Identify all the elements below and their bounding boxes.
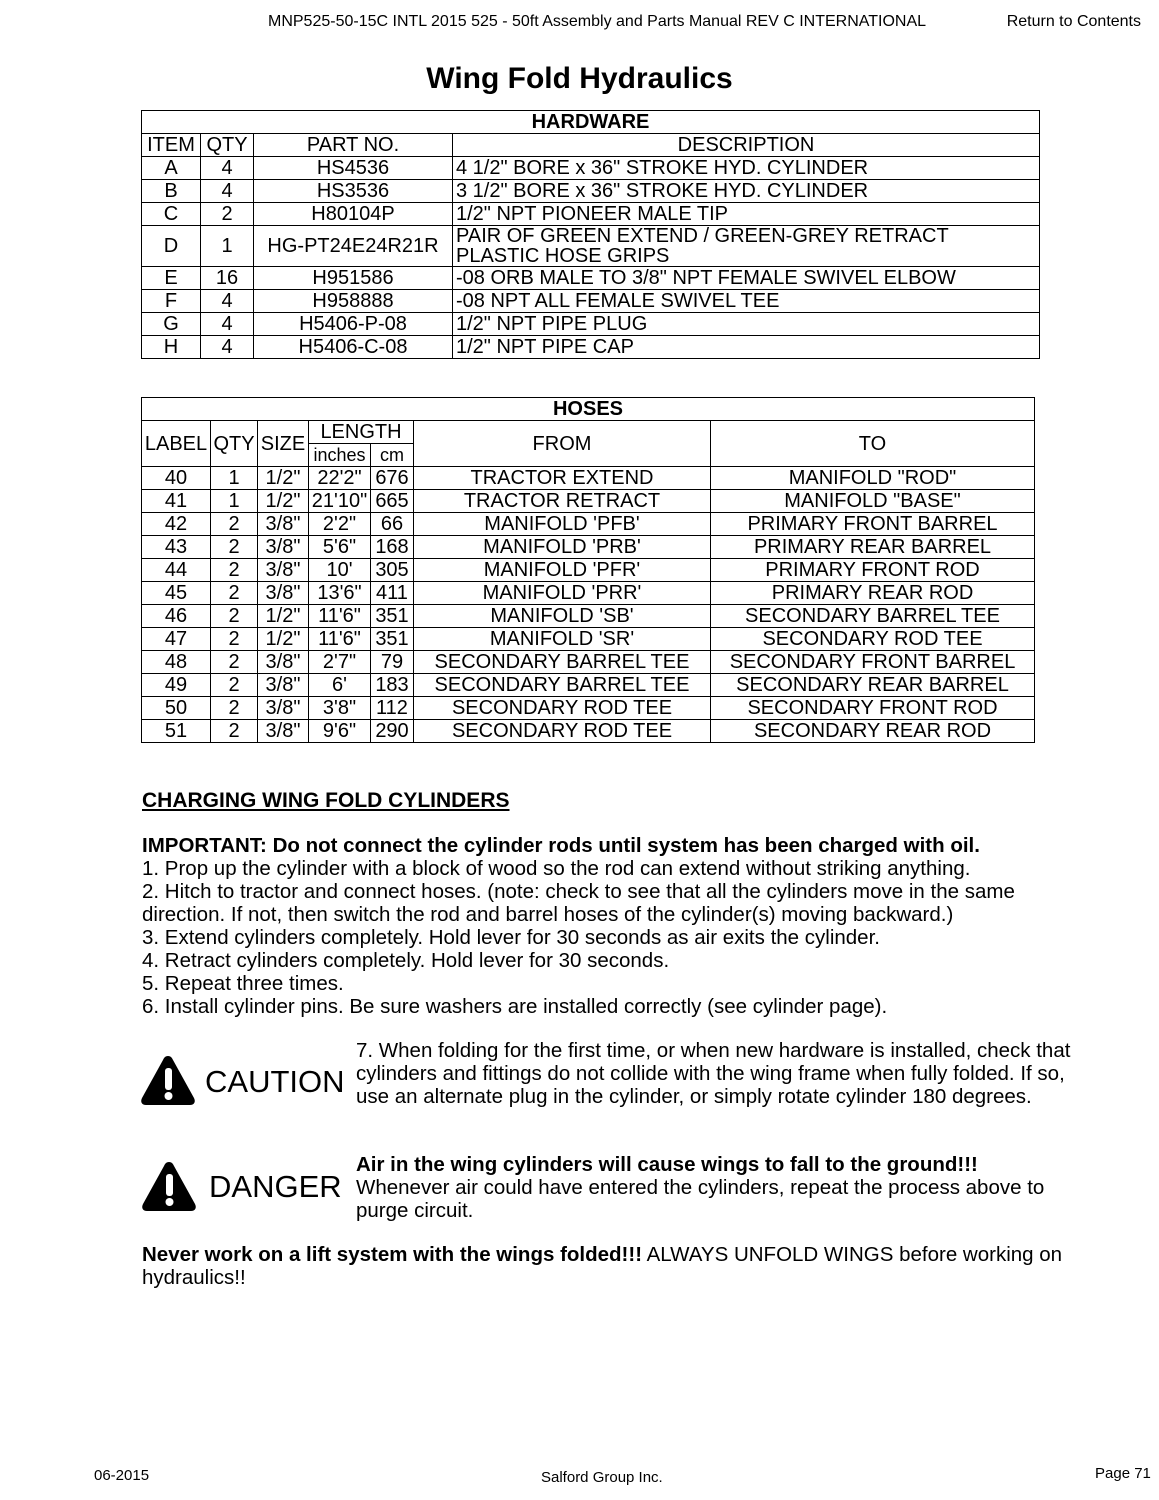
- length-inches-cell: 3'8": [309, 697, 371, 720]
- to-cell: MANIFOLD "BASE": [711, 490, 1035, 513]
- item-cell: E: [142, 267, 201, 290]
- size-cell: 3/8": [258, 559, 309, 582]
- length-inches-cell: 10': [309, 559, 371, 582]
- size-cell: 1/2": [258, 467, 309, 490]
- hardware-row: [142, 226, 1040, 267]
- length-inches-cell: 2'2": [309, 513, 371, 536]
- hardware-row: [142, 157, 1040, 180]
- size-cell: 3/8": [258, 720, 309, 743]
- from-cell: MANIFOLD 'SR': [414, 628, 711, 651]
- length-cm-cell: 411: [371, 582, 414, 605]
- label-cell: 49: [142, 674, 211, 697]
- qty-cell: 2: [211, 720, 258, 743]
- qty-cell: 1: [201, 226, 254, 267]
- danger-body-text: Whenever air could have entered the cylinders, repeat the process above to purge circuit.: [356, 1176, 1045, 1222]
- length-cm-cell: 168: [371, 536, 414, 559]
- danger-bold-text: Air in the wing cylinders will cause wings to fall to the ground!!!: [356, 1153, 978, 1176]
- from-cell: SECONDARY BARREL TEE: [414, 651, 711, 674]
- length-inches-cell: 6': [309, 674, 371, 697]
- return-to-contents-link[interactable]: Return to Contents: [1006, 13, 1141, 30]
- item-cell: D: [142, 226, 201, 267]
- length-inches-cell: 2'7": [309, 651, 371, 674]
- length-inches-cell: 9'6": [309, 720, 371, 743]
- hose-row: [142, 559, 1035, 582]
- hoses-header-qty: QTY: [211, 421, 258, 467]
- hardware-row: [142, 290, 1040, 313]
- to-cell: PRIMARY FRONT BARREL: [711, 513, 1035, 536]
- to-cell: PRIMARY FRONT ROD: [711, 559, 1035, 582]
- part-no-cell: HG-PT24E24R21R: [254, 226, 453, 267]
- qty-cell: 4: [201, 336, 254, 359]
- hoses-header-to: TO: [711, 421, 1035, 467]
- hardware-row: [142, 267, 1040, 290]
- charging-heading: CHARGING WING FOLD CYLINDERS: [142, 789, 510, 812]
- label-cell: 48: [142, 651, 211, 674]
- hardware-header-row: [142, 134, 1040, 157]
- label-cell: 45: [142, 582, 211, 605]
- hardware-row: [142, 336, 1040, 359]
- qty-cell: 2: [211, 582, 258, 605]
- description-cell: PAIR OF GREEN EXTEND / GREEN-GREY RETRACT PLASTIC HOSE GRIPS: [453, 226, 1040, 267]
- hose-row: [142, 628, 1035, 651]
- label-cell: 41: [142, 490, 211, 513]
- charging-step: 2. Hitch to tractor and connect hoses. (note: check to see that all the cylinders move in the same direction. If not, then switch the rod and barrel hoses of the cylinder(s) moving backward.): [142, 880, 1015, 926]
- label-cell: 50: [142, 697, 211, 720]
- from-cell: MANIFOLD 'PFB': [414, 513, 711, 536]
- never-bold-text: Never work on a lift system with the wings folded!!!: [142, 1243, 643, 1266]
- part-no-cell: H80104P: [254, 203, 453, 226]
- part-no-cell: H951586: [254, 267, 453, 290]
- qty-cell: 2: [211, 628, 258, 651]
- hose-row: [142, 467, 1035, 490]
- hose-row: [142, 490, 1035, 513]
- from-cell: TRACTOR RETRACT: [414, 490, 711, 513]
- hose-row: [142, 674, 1035, 697]
- footer-page-number: Page 71: [1095, 1465, 1151, 1482]
- hardware-header-part-no: PART NO.: [254, 134, 453, 157]
- hoses-header-from: FROM: [414, 421, 711, 467]
- from-cell: SECONDARY ROD TEE: [414, 720, 711, 743]
- hoses-header-inches: inches: [309, 444, 371, 467]
- hose-row: [142, 605, 1035, 628]
- danger-label: DANGER: [209, 1169, 342, 1204]
- hardware-caption: HARDWARE: [142, 111, 1040, 134]
- description-cell: 1/2" NPT PIPE CAP: [453, 336, 1040, 359]
- item-cell: C: [142, 203, 201, 226]
- to-cell: SECONDARY FRONT ROD: [711, 697, 1035, 720]
- length-inches-cell: 11'6": [309, 605, 371, 628]
- item-cell: G: [142, 313, 201, 336]
- hardware-header-description: DESCRIPTION: [453, 134, 1040, 157]
- from-cell: SECONDARY BARREL TEE: [414, 674, 711, 697]
- qty-cell: 4: [201, 313, 254, 336]
- qty-cell: 16: [201, 267, 254, 290]
- description-cell: 4 1/2" BORE x 36" STROKE HYD. CYLINDER: [453, 157, 1040, 180]
- length-cm-cell: 351: [371, 628, 414, 651]
- important-note: IMPORTANT: Do not connect the cylinder rods until system has been charged with oil.: [142, 834, 980, 857]
- hoses-header-cm: cm: [371, 444, 414, 467]
- from-cell: SECONDARY ROD TEE: [414, 697, 711, 720]
- hardware-header-item: ITEM: [142, 134, 201, 157]
- to-cell: SECONDARY BARREL TEE: [711, 605, 1035, 628]
- caution-warning-icon: [140, 1054, 196, 1106]
- qty-cell: 2: [211, 605, 258, 628]
- hoses-header-length: LENGTH: [309, 421, 414, 444]
- qty-cell: 2: [211, 536, 258, 559]
- description-cell: 3 1/2" BORE x 36" STROKE HYD. CYLINDER: [453, 180, 1040, 203]
- to-cell: SECONDARY FRONT BARREL: [711, 651, 1035, 674]
- charging-step: 4. Retract cylinders completely. Hold lever for 30 seconds.: [142, 949, 670, 972]
- size-cell: 3/8": [258, 582, 309, 605]
- description-cell: 1/2" NPT PIONEER MALE TIP: [453, 203, 1040, 226]
- length-cm-cell: 112: [371, 697, 414, 720]
- length-inches-cell: 22'2": [309, 467, 371, 490]
- to-cell: PRIMARY REAR BARREL: [711, 536, 1035, 559]
- from-cell: TRACTOR EXTEND: [414, 467, 711, 490]
- description-cell: 1/2" NPT PIPE PLUG: [453, 313, 1040, 336]
- length-inches-cell: 11'6": [309, 628, 371, 651]
- charging-step: 1. Prop up the cylinder with a block of wood so the rod can extend without striking anything.: [142, 857, 971, 880]
- length-cm-cell: 305: [371, 559, 414, 582]
- hose-row: [142, 720, 1035, 743]
- label-cell: 40: [142, 467, 211, 490]
- charging-steps: [142, 857, 1102, 1018]
- qty-cell: 2: [211, 513, 258, 536]
- qty-cell: 4: [201, 157, 254, 180]
- hardware-table: [141, 110, 1040, 359]
- qty-cell: 2: [211, 559, 258, 582]
- danger-text: [356, 1153, 1096, 1222]
- label-cell: 42: [142, 513, 211, 536]
- length-cm-cell: 66: [371, 513, 414, 536]
- hose-row: [142, 651, 1035, 674]
- never-work-warning: [142, 1243, 1082, 1289]
- length-inches-cell: 5'6": [309, 536, 371, 559]
- hose-row: [142, 697, 1035, 720]
- hose-row: [142, 536, 1035, 559]
- hose-row: [142, 513, 1035, 536]
- length-cm-cell: 290: [371, 720, 414, 743]
- charging-step: 5. Repeat three times.: [142, 972, 344, 995]
- part-no-cell: H5406-P-08: [254, 313, 453, 336]
- from-cell: MANIFOLD 'PFR': [414, 559, 711, 582]
- hoses-header-size: SIZE: [258, 421, 309, 467]
- page-title: Wing Fold Hydraulics: [426, 62, 733, 95]
- length-cm-cell: 351: [371, 605, 414, 628]
- from-cell: MANIFOLD 'PRR': [414, 582, 711, 605]
- label-cell: 43: [142, 536, 211, 559]
- hose-row: [142, 582, 1035, 605]
- length-cm-cell: 676: [371, 467, 414, 490]
- caution-label: CAUTION: [205, 1064, 345, 1099]
- hoses-table: [141, 397, 1035, 743]
- document-title: MNP525-50-15C INTL 2015 525 - 50ft Assembly and Parts Manual REV C INTERNATIONAL: [268, 13, 927, 30]
- length-cm-cell: 79: [371, 651, 414, 674]
- to-cell: SECONDARY REAR BARREL: [711, 674, 1035, 697]
- caution-text: 7. When folding for the first time, or when new hardware is installed, check that cylinders and fittings do not collide with the wing frame when fully folded. If so, use an alternate plug in the cylinder, or simply rotate cylinder 180 degrees.: [356, 1039, 1071, 1108]
- size-cell: 3/8": [258, 674, 309, 697]
- qty-cell: 4: [201, 290, 254, 313]
- size-cell: 3/8": [258, 513, 309, 536]
- item-cell: A: [142, 157, 201, 180]
- label-cell: 46: [142, 605, 211, 628]
- size-cell: 1/2": [258, 605, 309, 628]
- length-cm-cell: 665: [371, 490, 414, 513]
- to-cell: SECONDARY ROD TEE: [711, 628, 1035, 651]
- charging-step: 6. Install cylinder pins. Be sure washers are installed correctly (see cylinder page).: [142, 995, 888, 1018]
- hoses-caption: HOSES: [142, 398, 1035, 421]
- to-cell: SECONDARY REAR ROD: [711, 720, 1035, 743]
- item-cell: F: [142, 290, 201, 313]
- part-no-cell: HS3536: [254, 180, 453, 203]
- hardware-row: [142, 203, 1040, 226]
- danger-warning-icon: [141, 1160, 197, 1212]
- footer-date: 06-2015: [94, 1467, 150, 1484]
- footer-company: Salford Group Inc.: [541, 1469, 663, 1486]
- size-cell: 1/2": [258, 490, 309, 513]
- item-cell: B: [142, 180, 201, 203]
- hardware-row: [142, 313, 1040, 336]
- qty-cell: 2: [211, 651, 258, 674]
- label-cell: 44: [142, 559, 211, 582]
- qty-cell: 4: [201, 180, 254, 203]
- part-no-cell: H5406-C-08: [254, 336, 453, 359]
- hoses-header-label: LABEL: [142, 421, 211, 467]
- length-cm-cell: 183: [371, 674, 414, 697]
- to-cell: PRIMARY REAR ROD: [711, 582, 1035, 605]
- description-cell: -08 ORB MALE TO 3/8" NPT FEMALE SWIVEL ELBOW: [453, 267, 1040, 290]
- never-body-text: ALWAYS UNFOLD WINGS before working on hydraulics!!: [142, 1243, 1063, 1289]
- qty-cell: 2: [211, 674, 258, 697]
- description-cell: -08 NPT ALL FEMALE SWIVEL TEE: [453, 290, 1040, 313]
- label-cell: 47: [142, 628, 211, 651]
- from-cell: MANIFOLD 'PRB': [414, 536, 711, 559]
- to-cell: MANIFOLD "ROD": [711, 467, 1035, 490]
- qty-cell: 2: [211, 697, 258, 720]
- charging-step: 3. Extend cylinders completely. Hold lever for 30 seconds as air exits the cylinder.: [142, 926, 880, 949]
- size-cell: 1/2": [258, 628, 309, 651]
- qty-cell: 1: [211, 467, 258, 490]
- from-cell: MANIFOLD 'SB': [414, 605, 711, 628]
- size-cell: 3/8": [258, 697, 309, 720]
- length-inches-cell: 21'10": [309, 490, 371, 513]
- length-inches-cell: 13'6": [309, 582, 371, 605]
- size-cell: 3/8": [258, 651, 309, 674]
- hardware-row: [142, 180, 1040, 203]
- qty-cell: 1: [211, 490, 258, 513]
- qty-cell: 2: [201, 203, 254, 226]
- label-cell: 51: [142, 720, 211, 743]
- size-cell: 3/8": [258, 536, 309, 559]
- part-no-cell: HS4536: [254, 157, 453, 180]
- item-cell: H: [142, 336, 201, 359]
- hardware-header-qty: QTY: [201, 134, 254, 157]
- part-no-cell: H958888: [254, 290, 453, 313]
